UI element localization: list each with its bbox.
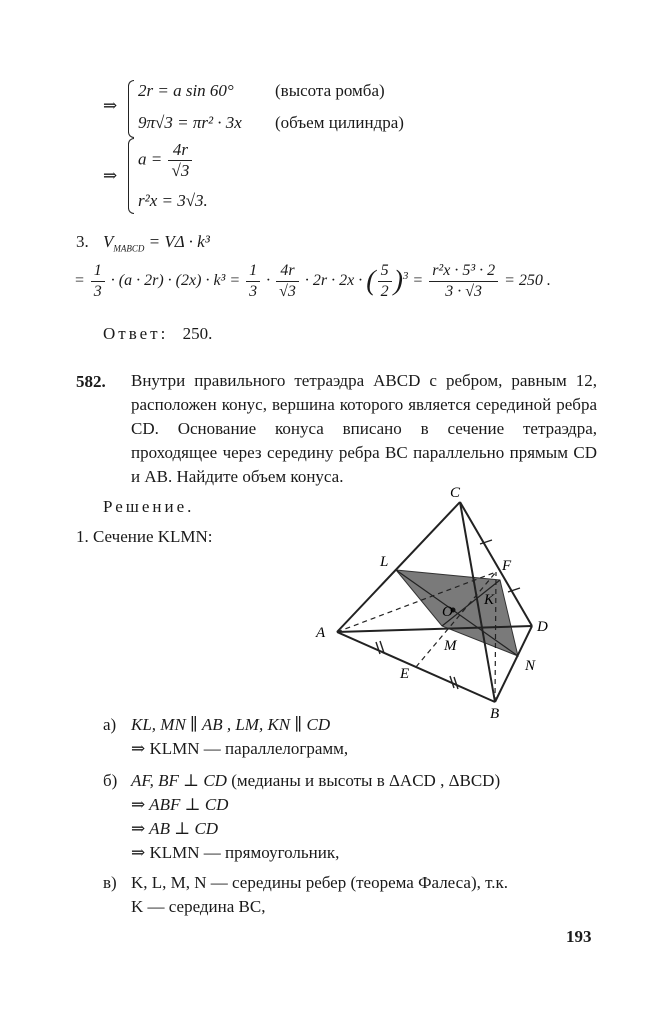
item-a-line1: KL, MN ∥ AB , LM, KN ∥ CD xyxy=(131,715,331,734)
problem-number: 582. xyxy=(76,372,106,391)
item-b-line1: AF, BF ⊥ CD (медианы и высоты в ΔACD , ΔBCD) xyxy=(131,771,501,790)
label-k: K xyxy=(484,592,495,608)
label-f: F xyxy=(502,558,512,574)
system1-brace xyxy=(128,80,134,138)
system1-eq2: 9π√3 = πr² · 3x xyxy=(138,113,242,132)
item-b-marker: б) xyxy=(103,771,118,790)
item-b-line2: ⇒ ABF ⊥ CD xyxy=(131,795,229,814)
system1-note2: (объем цилиндра) xyxy=(275,113,404,132)
item-a-marker: а) xyxy=(103,715,117,734)
item-v-line2: K — середина BC, xyxy=(131,897,266,916)
label-e: E xyxy=(400,666,410,682)
page-number: 193 xyxy=(566,927,592,946)
label-a: A xyxy=(316,625,326,641)
system1-note1: (высота ромба) xyxy=(275,81,385,100)
system2-eq2: r²x = 3√3. xyxy=(138,191,208,210)
tetrahedron-figure xyxy=(300,480,600,720)
item-v-marker: в) xyxy=(103,873,117,892)
system1-arrow: ⇒ xyxy=(103,96,118,115)
label-d: D xyxy=(537,619,548,635)
system2-arrow: ⇒ xyxy=(103,166,118,185)
step3-number: 3. xyxy=(76,232,89,251)
answer-value: 250. xyxy=(182,324,213,343)
item-b-line3: ⇒ AB ⊥ CD xyxy=(131,819,219,838)
label-n: N xyxy=(525,658,536,674)
step3-calculation: = $\frac{1}{3}$ · (a · 2r) · (2x) · k³ = $\frac{1}{3}$ · $\frac{4r}{√3}$ · 2r · 2x · ( $\frac{5}{2}$ )$^3$ = $\frac{\text{r²x · 5³ · 2}}{3 \cdot √3}$ = 250 . xyxy=(74,262,551,300)
label-o: O xyxy=(442,604,453,620)
system2-brace xyxy=(128,138,134,214)
solution-item1: 1. Сечение KLMN: xyxy=(76,527,213,546)
step3-formula: $V_{MABCD} = V\Delta \cdot k^3$ xyxy=(103,232,210,254)
system1-eq1: 2r = a sin 60° xyxy=(138,81,234,100)
problem-text: Внутри правильного тетраэдра ABCD с ребром, равным 12, расположен конус, вершина которого является серединой ребра CD. Основание конуса вписано в сечение тетраэдра, проходящее через середину ребра BC параллельно прямым CD и AB. Найдите объем конуса. xyxy=(131,371,597,486)
answer-label: Ответ: xyxy=(103,324,169,343)
item-a-line2: ⇒ KLMN — параллелограмм, xyxy=(131,739,349,758)
system2-eq1 xyxy=(138,140,194,181)
answer xyxy=(103,323,212,345)
item-b-line4: ⇒ KLMN — прямоугольник, xyxy=(131,843,340,862)
system2-eq1-left: a = xyxy=(138,149,163,169)
label-c: C xyxy=(450,485,461,501)
label-b: B xyxy=(490,706,500,720)
solution-heading: Решение. xyxy=(103,497,195,516)
label-l: L xyxy=(380,554,389,570)
system2-eq1-fraction: $\frac{4r}{√3}$ xyxy=(168,140,192,181)
item-v-line1: K, L, M, N — середины ребер (теорема Фалеса), т.к. xyxy=(131,873,509,892)
label-m: M xyxy=(444,638,457,654)
